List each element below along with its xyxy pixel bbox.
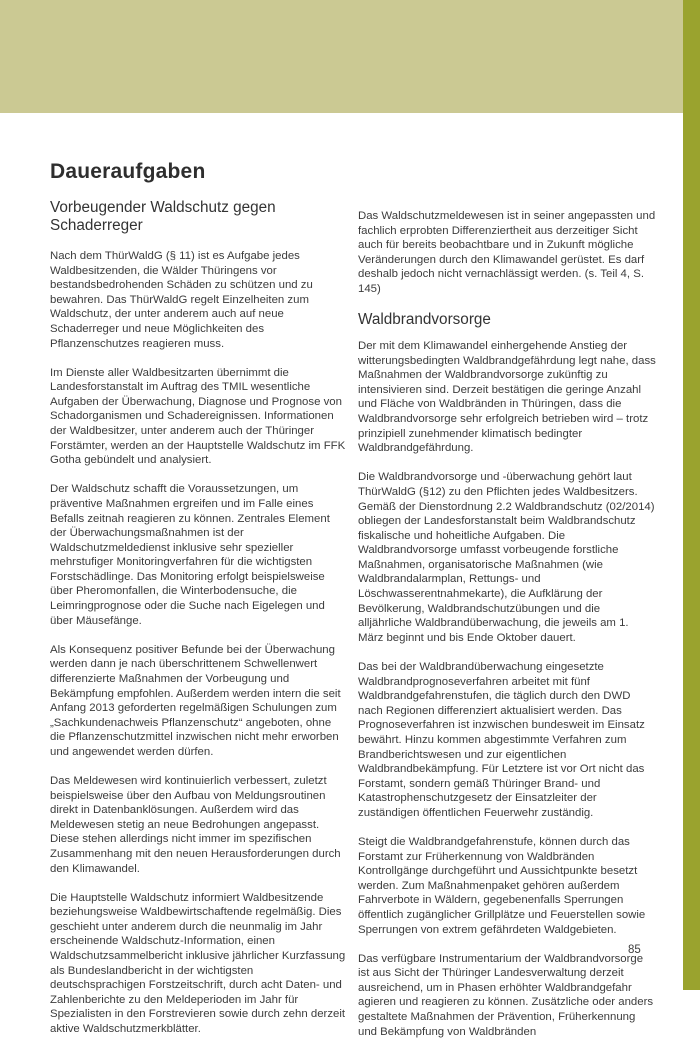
page-title: Daueraufgaben (50, 160, 206, 183)
header-band (0, 0, 683, 113)
left-column (50, 199, 347, 1051)
body-paragraph: Die Hauptstelle Waldschutz informiert Waldbesitzende beziehungsweise Waldbewirtschaftende regelmäßig. Dies geschieht unter anderem durch die neunmalig im Jahr erscheinende Waldschutz-Information, einen Waldschutzsammelbericht inklusive jährlicher Kurzfassung als Bundeslandbericht in der wichtigsten deutschsprachigen Forstzeitschrift, durch acht Daten- und Zahlenberichte zu den Meldeperioden im Jahr für Spezialisten in den Forstrevieren sowie durch zehn derzeit aktive Waldschutzmerkblätter. (50, 891, 346, 1035)
page-number: 85 (628, 944, 641, 956)
body-paragraph: Als Konsequenz positiver Befunde bei der Überwachung werden dann je nach überschrittenem Schwellenwert differenzierte Maßnahmen der Vorbeugung und Bekämpfung empfohlen. Außerdem werden intern die seit Anfang 2013 geforderten regelmäßigen Schulungen zum „Sachkundenachweis Pflanzenschutz“ angeboten, ohne die Pflanzenschutzmittel inzwischen nicht mehr erworben und angewendet werden dürfen. (50, 643, 341, 758)
body-paragraph: Das bei der Waldbrandüberwachung eingesetzte Waldbrandprognoseverfahren arbeitet mit fünf Waldbrandgefahrenstufen, die täglich durch den DWD nach Regionen differenziert aktualisiert werden. Das Prognoseverfahren ist inzwischen bundesweit im Einsatz bewährt. Hinzu kommen abgestimmte Verfahren zum Brandberichtswesen und zur eigentlichen Waldbrandbekämpfung. Für Letztere ist vor Ort nicht das Forstamt, sondern gemäß Thüringer Brand- und Katastrophenschutzgesetz der Einsatzleiter der zuständigen öffentlichen Feuerwehr zuständig. (358, 660, 645, 819)
body-paragraph: Das Meldewesen wird kontinuierlich verbessert, zuletzt beispielsweise über den Aufbau von Meldungsroutinen direkt in Datenbanklösungen. Außerdem wird das Meldewesen stetig an neue Bedrohungen angepasst. Diese stehen allerdings nicht immer im spezifischen Zusammenhang mit den neuen Herausforderungen durch den Klimawandel. (50, 775, 341, 875)
body-paragraph: Steigt die Waldbrandgefahrenstufe, können durch das Forstamt zur Früherkennung von Waldbränden Kontrollgänge durchgeführt und Aussichtpunkte besetzt werden. Zum Maßnahmenpaket gehören außerdem Fahrverbote in Wäldern, gegebenenfalls Sperrungen öffentlich zugänglicher Grillplätze und Feuerstellen sowie Sperrungen von extrem gefährdeten Waldgebieten. (358, 835, 646, 936)
body-paragraph: Der mit dem Klimawandel einhergehende Anstieg der witterungsbedingten Waldbrandgefährdung legt nahe, dass Maßnahmen der Waldbrandvorsorge zukünftig zu intensivieren sind. Derzeit bestätigen die geringe Anzahl und Fläche von Waldbränden in Thüringen, dass die Waldbrandvorsorge sehr erfolgreich betrieben wird – trotz prinzipiell zunehmender klimatisch bedingter Waldbrandgefährdung. (358, 340, 656, 455)
accent-stripe (683, 0, 700, 990)
body-paragraph: Im Dienste aller Waldbesitzarten übernimmt die Landesforstanstalt im Auftrag des TMIL wesentliche Aufgaben der Überwachung, Diagnose und Prognose von Schadorganismen und Schadereignissen. Informationen der Waldbesitzer, unter anderem auch der Thüringer Forstämter, werden an der Hauptstelle Waldschutz im FFK Gotha gebündelt und analysiert. (50, 366, 346, 467)
body-paragraph: Das verfügbare Instrumentarium der Waldbrandvorsorge ist aus Sicht der Thüringer Landesverwaltung derzeit ausreichend, um in Phasen erhöhter Waldbrandgefahr agieren und reagieren zu können. Zusätzliche oder anders gestaltete Maßnahmen der Prävention, Früherkennung und Bekämpfung von Waldbränden (358, 952, 654, 1038)
body-paragraph: Der Waldschutz schafft die Voraussetzungen, um präventive Maßnahmen ergreifen und im Falle eines Befalls zeitnah reagieren zu können. Zentrales Element der Überwachungsmaßnahmen ist der Waldschutzmeldedienst inklusive sehr spezieller mehrstufiger Monitoringverfahren für die wichtigsten Forstschädlinge. Das Monitoring erfolgt beispielsweise über Pheromonfallen, die Winterbodensuche, die Leimringprognose oder die Suche nach Eigelegen und über Mäusefänge. (50, 483, 330, 627)
section-heading-waldbrandvorsorge: Waldbrandvorsorge (358, 311, 491, 329)
body-paragraph: Die Waldbrandvorsorge und -überwachung gehört laut ThürWaldG (§12) zu den Pflichten jedes Waldbesitzers. Gemäß der Dienstordnung 2.2 Waldbrandschutz (02/2014) obliegen der Landesforstanstalt beim Waldbrandschutz fiskalische und hoheitliche Aufgaben. Die Waldbrandvorsorge umfasst vorbeugende forstliche Maßnahmen, organisatorische Maßnahmen (wie Waldbrandalarmplan, Rettungs- und Löschwasserentnahmekarte), die Aufklärung der Bevölkerung, Waldbrandschutzübungen und die alljährliche Waldbrandüberwachung, die jeweils am 1. März beginnt und bis Ende Oktober dauert. (358, 471, 655, 644)
section-heading-waldschutz: Vorbeugender Waldschutz gegen Schaderreger (50, 199, 276, 234)
body-paragraph: Das Waldschutzmeldewesen ist in seiner angepassten und fachlich erprobten Differenziertheit aus derzeitiger Sicht auch für bereits beobachtbare und in Zukunft mögliche Veränderungen durch den Klimawandel gerüstet. Es darf deshalb jedoch nicht vernachlässigt werden. (s. Teil 4, S. 145) (358, 210, 656, 295)
body-paragraph: Nach dem ThürWaldG (§ 11) ist es Aufgabe jedes Waldbesitzenden, die Wälder Thüringens vor bestandsbedrohenden Schäden zu schützen und zu bewahren. Das ThürWaldG regelt Einzelheiten zum Waldschutz, der unter anderem auch auf neue Schaderreger und neue Möglichkeiten des Pflanzenschutzes reagieren muss. (50, 250, 313, 350)
right-column (358, 209, 657, 1054)
